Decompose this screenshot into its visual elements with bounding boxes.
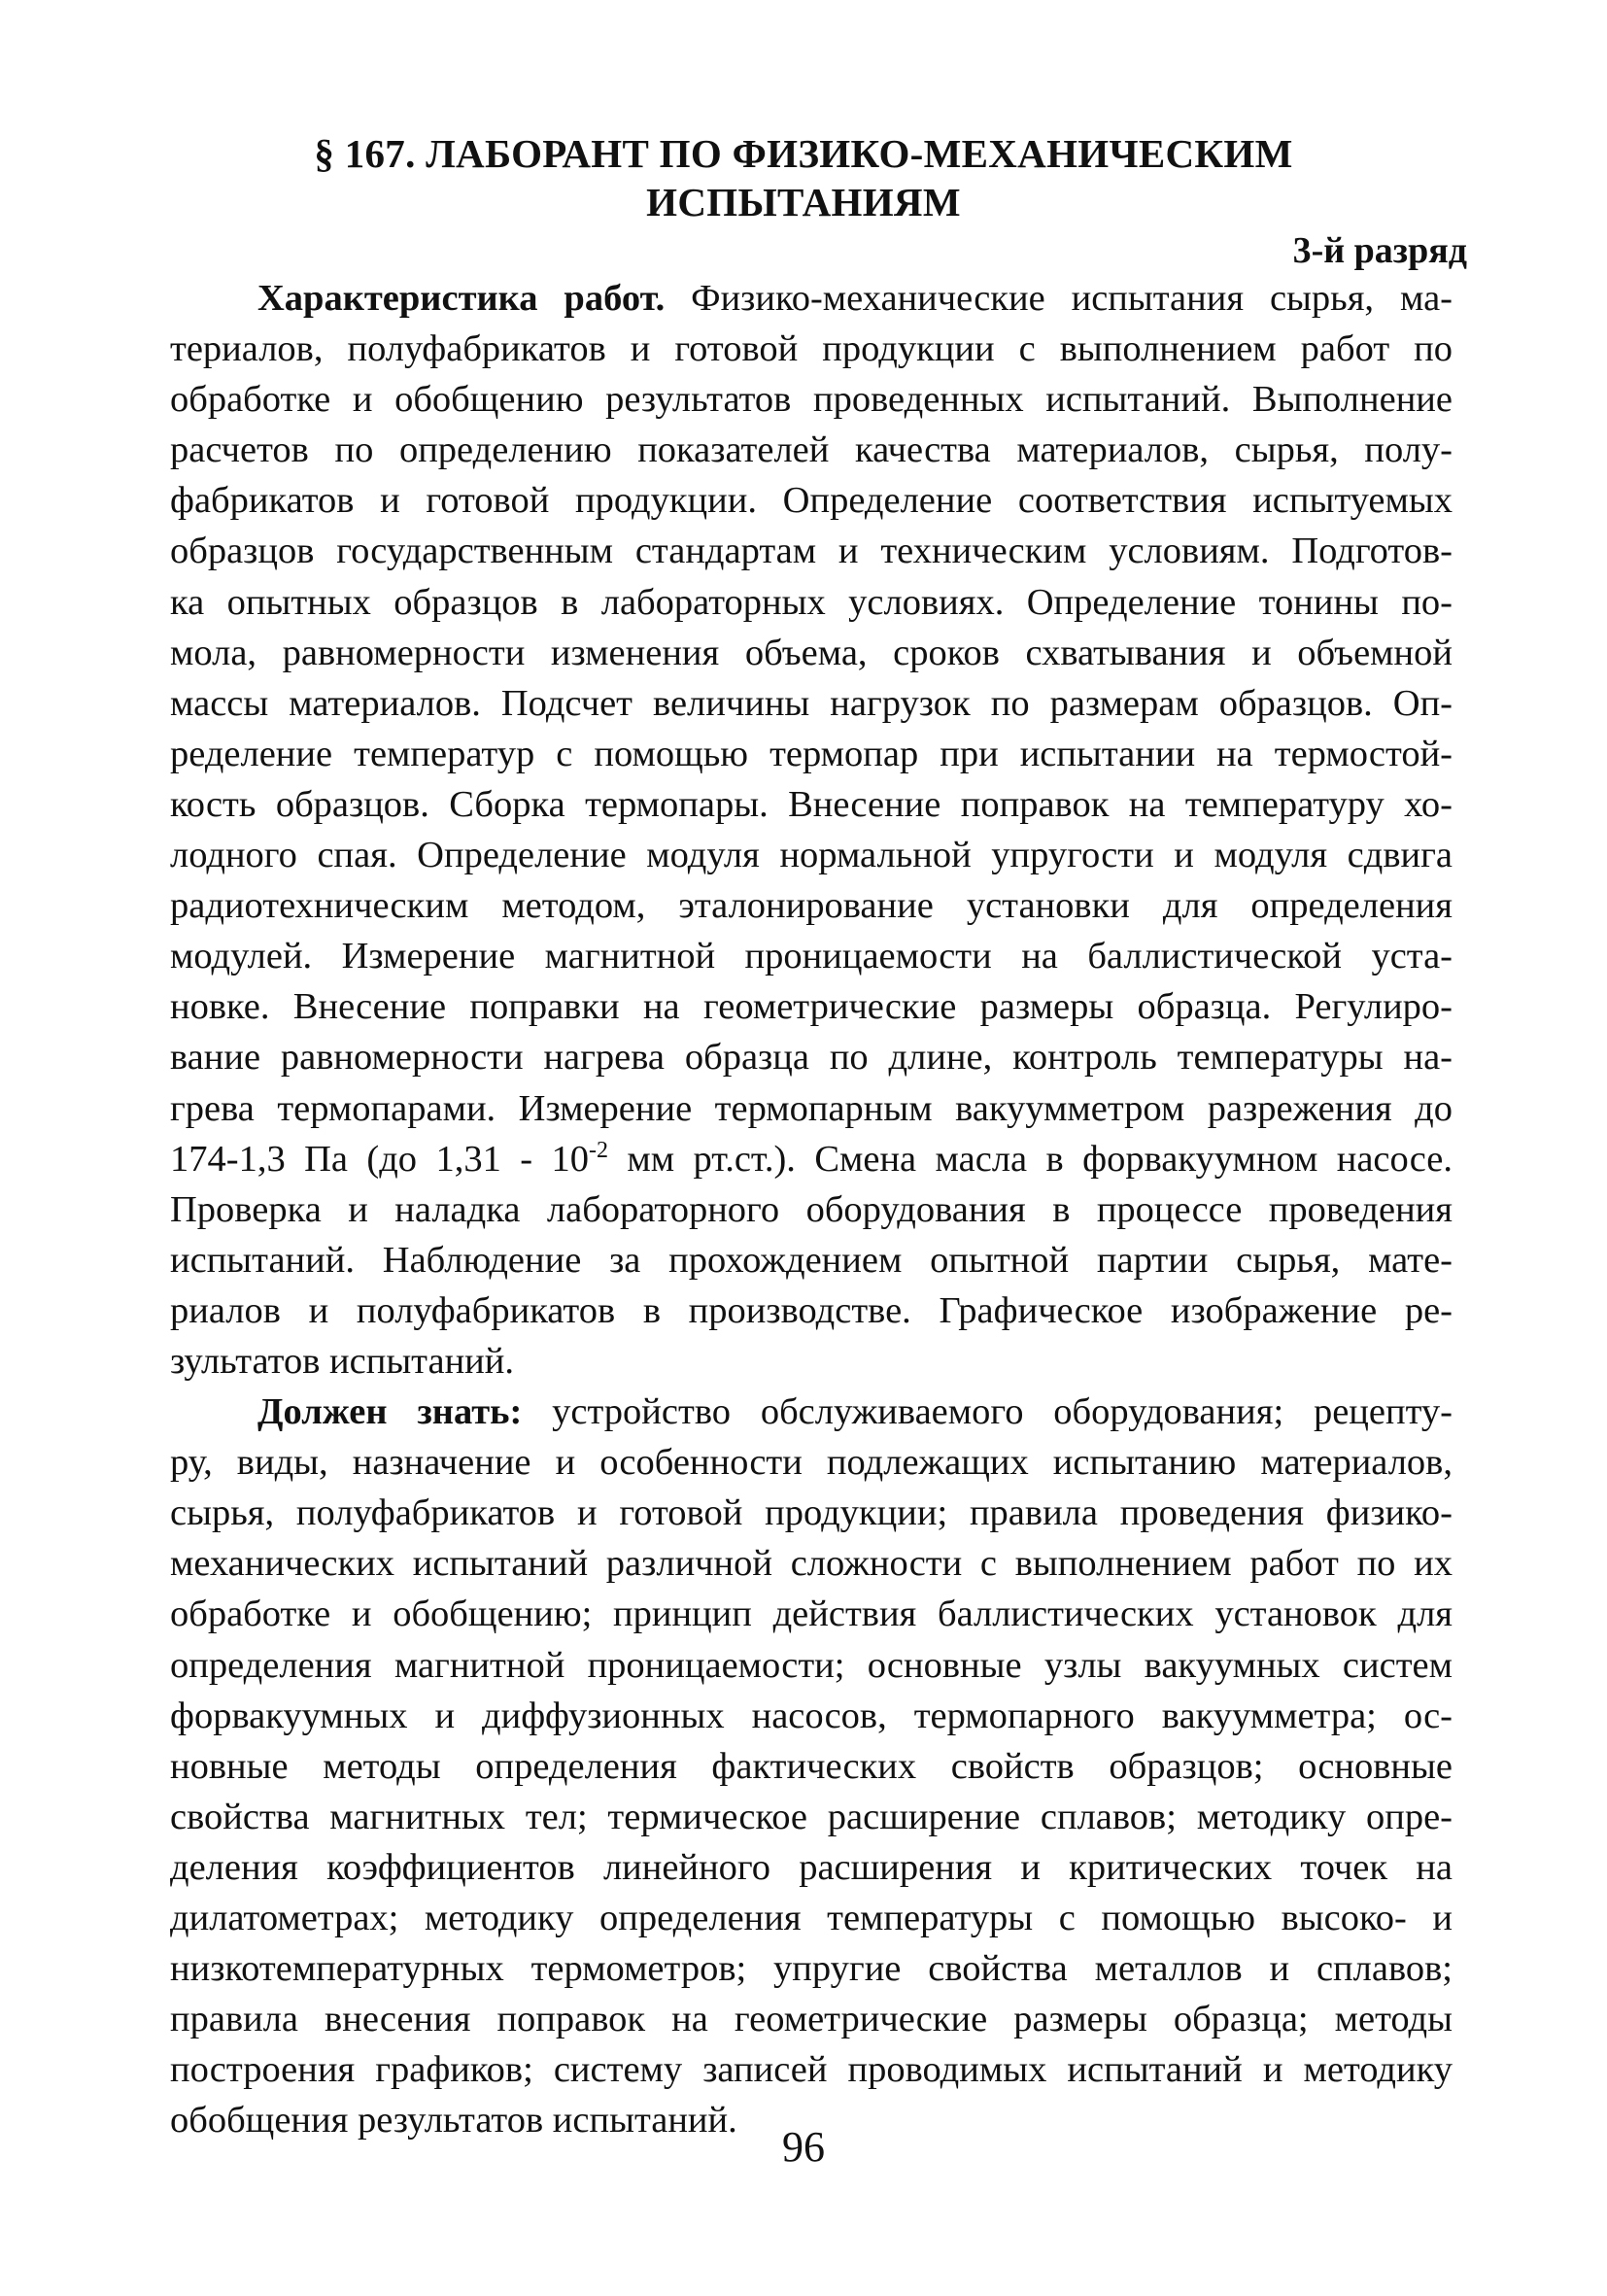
must-know-lead: Должен знать:: [257, 1391, 523, 1433]
must-know-line: форвакуумных и диффузионных насосов, термопарного вакуумметра; ос-: [170, 1695, 1453, 1736]
work-characteristics-line: [170, 273, 1453, 324]
work-characteristics-line: риалов и полуфабрикатов в производстве. Графическое изображение ре-: [170, 1289, 1453, 1331]
work-characteristics-text: Физико-механические испытания сырья, ма-: [665, 278, 1453, 319]
work-characteristics-line: модулей. Измерение магнитной проницаемости на баллистической уста-: [170, 936, 1453, 977]
work-characteristics-line: лодного спая. Определение модуля нормальной упругости и модуля сдвига: [170, 835, 1453, 876]
work-characteristics-line: новке. Внесение поправки на геометрические размеры образца. Регулиро-: [170, 986, 1453, 1028]
work-characteristics-line: фабрикатов и готовой продукции. Определение соответствия испытуемых: [170, 480, 1453, 522]
section-title-line-1: § 167. ЛАБОРАНТ ПО ФИЗИКО-МЕХАНИЧЕСКИМ: [314, 131, 1293, 176]
work-characteristics-line: кость образцов. Сборка термопары. Внесение поправок на температуру хо-: [170, 783, 1453, 825]
work-characteristics-line: Проверка и наладка лабораторного оборудования в процессе проведения: [170, 1188, 1453, 1230]
must-know-line: механических испытаний различной сложности с выполнением работ по их: [170, 1543, 1453, 1585]
work-characteristics-lead: Характеристика работ.: [257, 278, 666, 319]
work-characteristics-line: ка опытных образцов в лабораторных условиях. Определение тонины по-: [170, 581, 1453, 623]
must-know-line: правила внесения поправок на геометрические размеры образца; методы: [170, 1999, 1453, 2040]
must-know-line: ру, виды, назначение и особенности подлежащих испытанию материалов,: [170, 1442, 1453, 1484]
must-know-line: определения магнитной проницаемости; основные узлы вакуумных систем: [170, 1644, 1453, 1686]
work-characteristics-line: радиотехническим методом, эталонирование установки для определения: [170, 885, 1453, 927]
must-know-line: деления коэффициентов линейного расширения и критических точек на: [170, 1846, 1453, 1888]
pressure-text-before: 174-1,3 Па (до 1,31 - 10: [170, 1138, 589, 1180]
work-characteristics-line: массы материалов. Подсчет величины нагрузок по размерам образцов. Оп-: [170, 682, 1453, 724]
must-know-line: обобщения результатов испытаний.: [170, 2100, 737, 2142]
must-know-line: [170, 1387, 1453, 1437]
must-know-line: новные методы определения фактических свойств образцов; основные: [170, 1745, 1453, 1787]
work-characteristics-line: грева термопарами. Измерение термопарным вакуумметром разрежения до: [170, 1087, 1453, 1129]
pressure-exponent: -2: [588, 1137, 608, 1163]
page-number: 96: [782, 2123, 825, 2171]
work-characteristics-line: вание равномерности нагрева образца по длине, контроль температуры на-: [170, 1037, 1453, 1079]
work-characteristics-line: ределение температур с помощью термопар при испытании на термостой-: [170, 733, 1453, 774]
work-characteristics-line: испытаний. Наблюдение за прохождением опытной партии сырья, мате-: [170, 1239, 1453, 1281]
must-know-text: устройство обслуживаемого оборудования; рецепту-: [522, 1391, 1453, 1433]
must-know-line: низкотемпературных термометров; упругие свойства металлов и сплавов;: [170, 1948, 1453, 1990]
must-know-line: сырья, полуфабрикатов и готовой продукции; правила проведения физико-: [170, 1492, 1453, 1534]
work-characteristics-line: обработке и обобщению результатов проведенных испытаний. Выполнение: [170, 379, 1453, 421]
pressure-text-after: мм рт.ст.). Смена масла в форвакуумном насосе.: [607, 1138, 1453, 1180]
work-characteristics-line: мола, равномерности изменения объема, сроков схватывания и объемной: [170, 632, 1453, 673]
pressure-line: [170, 1134, 1453, 1184]
work-characteristics-line: образцов государственным стандартам и техническим условиям. Подготов-: [170, 531, 1453, 572]
must-know-line: построения графиков; систему записей проводимых испытаний и методику: [170, 2049, 1453, 2091]
body-text: [170, 273, 1453, 2145]
must-know-line: свойства магнитных тел; термическое расширение сплавов; методику опре-: [170, 1796, 1453, 1837]
work-characteristics-line: расчетов по определению показателей качества материалов, сырья, полу-: [170, 429, 1453, 471]
work-characteristics-line: зультатов испытаний.: [170, 1340, 515, 1382]
work-characteristics-line: териалов, полуфабрикатов и готовой продукции с выполнением работ по: [170, 328, 1453, 370]
must-know-line: дилатометрах; методику определения температуры с помощью высоко- и: [170, 1898, 1453, 1938]
rank-label: 3-й разряд: [1292, 230, 1467, 271]
section-title-line-2: ИСПЫТАНИЯМ: [646, 180, 961, 224]
must-know-line: обработке и обобщению; принцип действия баллистических установок для: [170, 1593, 1453, 1635]
